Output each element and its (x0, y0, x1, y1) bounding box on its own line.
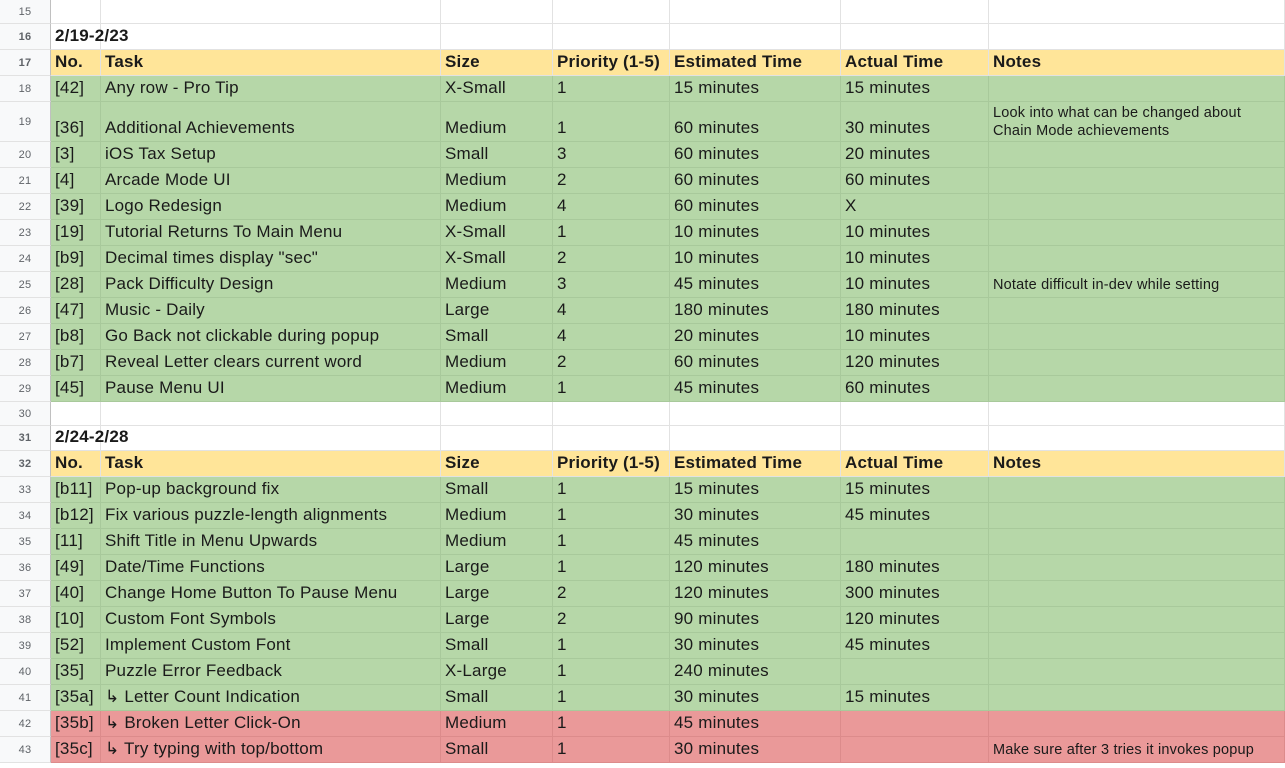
number-cell[interactable]: [40] (51, 581, 101, 607)
number-cell[interactable]: [b7] (51, 350, 101, 376)
sheet-row-34 (0, 503, 1285, 529)
header-estimated-time[interactable]: Estimated Time (670, 50, 841, 76)
actual-time-cell[interactable]: 15 minutes (841, 685, 989, 711)
size-cell[interactable]: Large (441, 555, 553, 581)
estimated-time-cell[interactable]: 180 minutes (670, 298, 841, 324)
empty-cell[interactable] (989, 24, 1285, 50)
size-cell[interactable]: X-Small (441, 246, 553, 272)
notes-cell[interactable] (989, 376, 1285, 402)
estimated-time-cell[interactable]: 240 minutes (670, 659, 841, 685)
sheet-row-40 (0, 659, 1285, 685)
priority-cell[interactable]: 3 (553, 142, 670, 168)
row-number[interactable]: 29 (0, 376, 51, 402)
estimated-time-cell[interactable]: 15 minutes (670, 76, 841, 102)
number-cell[interactable]: [52] (51, 633, 101, 659)
header-actual-time[interactable]: Actual Time (841, 451, 989, 477)
sheet-row-22 (0, 194, 1285, 220)
sheet-row-39 (0, 633, 1285, 659)
priority-cell[interactable]: 1 (553, 376, 670, 402)
empty-cell[interactable] (553, 24, 670, 50)
task-cell[interactable]: iOS Tax Setup (101, 142, 441, 168)
row-number[interactable]: 15 (0, 0, 51, 24)
empty-cell[interactable] (101, 0, 441, 24)
row-number[interactable]: 16 (0, 24, 51, 50)
estimated-time-cell[interactable]: 45 minutes (670, 272, 841, 298)
row-number[interactable]: 40 (0, 659, 51, 685)
header-size[interactable]: Size (441, 50, 553, 76)
size-cell[interactable]: Medium (441, 503, 553, 529)
notes-cell[interactable] (989, 581, 1285, 607)
size-cell[interactable]: Medium (441, 102, 553, 142)
row-number[interactable]: 36 (0, 555, 51, 581)
estimated-time-cell[interactable]: 45 minutes (670, 711, 841, 737)
sheet-row-21 (0, 168, 1285, 194)
row-number[interactable]: 17 (0, 50, 51, 76)
task-cell[interactable]: Music - Daily (101, 298, 441, 324)
notes-cell[interactable] (989, 246, 1285, 272)
actual-time-cell[interactable]: 60 minutes (841, 376, 989, 402)
notes-cell[interactable] (989, 324, 1285, 350)
empty-cell[interactable] (441, 402, 553, 426)
actual-time-cell[interactable]: X (841, 194, 989, 220)
notes-cell[interactable] (989, 555, 1285, 581)
size-cell[interactable]: Large (441, 581, 553, 607)
row-number[interactable]: 38 (0, 607, 51, 633)
number-cell[interactable]: [10] (51, 607, 101, 633)
task-cell[interactable]: ↳ Letter Count Indication (101, 685, 441, 711)
priority-cell[interactable]: 1 (553, 659, 670, 685)
task-cell[interactable]: Puzzle Error Feedback (101, 659, 441, 685)
row-number[interactable]: 33 (0, 477, 51, 503)
estimated-time-cell[interactable]: 120 minutes (670, 581, 841, 607)
empty-cell[interactable] (553, 426, 670, 451)
number-cell[interactable]: [35] (51, 659, 101, 685)
sheet-row-26 (0, 298, 1285, 324)
actual-time-cell[interactable]: 60 minutes (841, 168, 989, 194)
priority-cell[interactable]: 1 (553, 685, 670, 711)
header-task[interactable]: Task (101, 451, 441, 477)
estimated-time-cell[interactable]: 20 minutes (670, 324, 841, 350)
actual-time-cell[interactable]: 10 minutes (841, 220, 989, 246)
sheet-row-41 (0, 685, 1285, 711)
number-cell[interactable]: [35b] (51, 711, 101, 737)
estimated-time-cell[interactable]: 60 minutes (670, 194, 841, 220)
number-cell[interactable]: [28] (51, 272, 101, 298)
empty-cell[interactable] (441, 426, 553, 451)
header-actual-time[interactable]: Actual Time (841, 50, 989, 76)
sheet-row-38 (0, 607, 1285, 633)
actual-time-cell[interactable] (841, 529, 989, 555)
sheet-row-20 (0, 142, 1285, 168)
notes-cell[interactable]: Notate difficult in-dev while setting (989, 272, 1285, 298)
row-number[interactable]: 28 (0, 350, 51, 376)
priority-cell[interactable]: 1 (553, 477, 670, 503)
header-priority[interactable]: Priority (1-5) (553, 50, 670, 76)
number-cell[interactable]: [4] (51, 168, 101, 194)
sheet-row-42 (0, 711, 1285, 737)
estimated-time-cell[interactable]: 45 minutes (670, 376, 841, 402)
empty-cell[interactable] (101, 426, 441, 451)
task-cell[interactable]: Shift Title in Menu Upwards (101, 529, 441, 555)
sheet-row-15 (0, 0, 1285, 24)
row-number[interactable]: 18 (0, 76, 51, 102)
task-cell[interactable]: Date/Time Functions (101, 555, 441, 581)
notes-cell[interactable] (989, 298, 1285, 324)
task-cell[interactable]: Reveal Letter clears current word (101, 350, 441, 376)
actual-time-cell[interactable]: 180 minutes (841, 555, 989, 581)
empty-cell[interactable] (841, 402, 989, 426)
size-cell[interactable]: Medium (441, 529, 553, 555)
priority-cell[interactable]: 1 (553, 503, 670, 529)
size-cell[interactable]: Medium (441, 272, 553, 298)
size-cell[interactable]: X-Small (441, 76, 553, 102)
sheet-row-33 (0, 477, 1285, 503)
size-cell[interactable]: Small (441, 737, 553, 763)
empty-cell[interactable] (441, 0, 553, 24)
row-number[interactable]: 39 (0, 633, 51, 659)
number-cell[interactable]: [b11] (51, 477, 101, 503)
priority-cell[interactable]: 3 (553, 272, 670, 298)
notes-cell[interactable] (989, 659, 1285, 685)
empty-cell[interactable] (841, 0, 989, 24)
row-number[interactable]: 23 (0, 220, 51, 246)
header-task[interactable]: Task (101, 50, 441, 76)
estimated-time-cell[interactable]: 120 minutes (670, 555, 841, 581)
size-cell[interactable]: X-Small (441, 220, 553, 246)
actual-time-cell[interactable]: 45 minutes (841, 633, 989, 659)
empty-cell[interactable] (841, 24, 989, 50)
priority-cell[interactable]: 2 (553, 350, 670, 376)
task-cell[interactable]: Tutorial Returns To Main Menu (101, 220, 441, 246)
sheet-row-28 (0, 350, 1285, 376)
task-cell[interactable]: Change Home Button To Pause Menu (101, 581, 441, 607)
size-cell[interactable]: Medium (441, 194, 553, 220)
actual-time-cell[interactable]: 15 minutes (841, 76, 989, 102)
notes-cell[interactable] (989, 477, 1285, 503)
empty-cell[interactable] (553, 402, 670, 426)
estimated-time-cell[interactable]: 45 minutes (670, 529, 841, 555)
empty-cell[interactable] (989, 426, 1285, 451)
priority-cell[interactable]: 1 (553, 102, 670, 142)
row-number[interactable]: 22 (0, 194, 51, 220)
task-cell[interactable]: Pack Difficulty Design (101, 272, 441, 298)
notes-cell[interactable]: Make sure after 3 tries it invokes popup (989, 737, 1285, 763)
empty-cell[interactable] (841, 426, 989, 451)
row-number[interactable]: 30 (0, 402, 51, 426)
priority-cell[interactable]: 2 (553, 607, 670, 633)
row-number[interactable]: 24 (0, 246, 51, 272)
estimated-time-cell[interactable]: 60 minutes (670, 102, 841, 142)
notes-cell[interactable] (989, 76, 1285, 102)
sheet-row-18 (0, 76, 1285, 102)
number-cell[interactable]: [49] (51, 555, 101, 581)
header-priority[interactable]: Priority (1-5) (553, 451, 670, 477)
number-cell[interactable]: [19] (51, 220, 101, 246)
actual-time-cell[interactable]: 120 minutes (841, 350, 989, 376)
actual-time-cell[interactable]: 120 minutes (841, 607, 989, 633)
size-cell[interactable]: Small (441, 142, 553, 168)
task-cell[interactable]: Arcade Mode UI (101, 168, 441, 194)
row-number[interactable]: 27 (0, 324, 51, 350)
task-cell[interactable]: Implement Custom Font (101, 633, 441, 659)
number-cell[interactable]: [3] (51, 142, 101, 168)
row-number[interactable]: 25 (0, 272, 51, 298)
number-cell[interactable]: [42] (51, 76, 101, 102)
priority-cell[interactable]: 2 (553, 246, 670, 272)
header-size[interactable]: Size (441, 451, 553, 477)
empty-cell[interactable] (51, 402, 101, 426)
estimated-time-cell[interactable]: 30 minutes (670, 685, 841, 711)
number-cell[interactable]: [b8] (51, 324, 101, 350)
week-title[interactable]: 2/19-2/23 (51, 24, 101, 50)
row-number[interactable]: 21 (0, 168, 51, 194)
size-cell[interactable]: Medium (441, 350, 553, 376)
priority-cell[interactable]: 1 (553, 529, 670, 555)
week-title[interactable]: 2/24-2/28 (51, 426, 101, 451)
estimated-time-cell[interactable]: 15 minutes (670, 477, 841, 503)
row-number[interactable]: 35 (0, 529, 51, 555)
task-cell[interactable]: Pause Menu UI (101, 376, 441, 402)
size-cell[interactable]: Small (441, 685, 553, 711)
notes-cell[interactable] (989, 529, 1285, 555)
notes-cell[interactable] (989, 168, 1285, 194)
priority-cell[interactable]: 1 (553, 633, 670, 659)
actual-time-cell[interactable]: 10 minutes (841, 246, 989, 272)
sheet-row-37 (0, 581, 1285, 607)
notes-cell[interactable] (989, 194, 1285, 220)
empty-cell[interactable] (670, 0, 841, 24)
number-cell[interactable]: [47] (51, 298, 101, 324)
number-cell[interactable]: [11] (51, 529, 101, 555)
actual-time-cell[interactable]: 20 minutes (841, 142, 989, 168)
notes-cell[interactable] (989, 711, 1285, 737)
actual-time-cell[interactable] (841, 711, 989, 737)
size-cell[interactable]: Large (441, 607, 553, 633)
priority-cell[interactable]: 1 (553, 555, 670, 581)
sheet-row-16 (0, 24, 1285, 50)
estimated-time-cell[interactable]: 30 minutes (670, 737, 841, 763)
number-cell[interactable]: [b9] (51, 246, 101, 272)
empty-cell[interactable] (101, 24, 441, 50)
notes-cell[interactable] (989, 142, 1285, 168)
empty-cell[interactable] (51, 0, 101, 24)
header-no[interactable]: No. (51, 50, 101, 76)
priority-cell[interactable]: 2 (553, 168, 670, 194)
empty-cell[interactable] (670, 402, 841, 426)
empty-cell[interactable] (989, 402, 1285, 426)
row-number[interactable]: 34 (0, 503, 51, 529)
sheet-row-23 (0, 220, 1285, 246)
priority-cell[interactable]: 4 (553, 194, 670, 220)
row-number[interactable]: 26 (0, 298, 51, 324)
empty-cell[interactable] (670, 426, 841, 451)
empty-cell[interactable] (101, 402, 441, 426)
row-number[interactable]: 37 (0, 581, 51, 607)
size-cell[interactable]: Medium (441, 168, 553, 194)
task-cell[interactable]: Any row - Pro Tip (101, 76, 441, 102)
estimated-time-cell[interactable]: 10 minutes (670, 220, 841, 246)
estimated-time-cell[interactable]: 60 minutes (670, 168, 841, 194)
number-cell[interactable]: [35a] (51, 685, 101, 711)
actual-time-cell[interactable]: 45 minutes (841, 503, 989, 529)
notes-cell[interactable]: Look into what can be changed about Chain Mode achievements (989, 102, 1285, 142)
task-cell[interactable]: ↳ Try typing with top/bottom (101, 737, 441, 763)
estimated-time-cell[interactable]: 60 minutes (670, 350, 841, 376)
size-cell[interactable]: X-Large (441, 659, 553, 685)
priority-cell[interactable]: 1 (553, 737, 670, 763)
task-cell[interactable]: Custom Font Symbols (101, 607, 441, 633)
task-cell[interactable]: Additional Achievements (101, 102, 441, 142)
estimated-time-cell[interactable]: 10 minutes (670, 246, 841, 272)
size-cell[interactable]: Small (441, 324, 553, 350)
sheet-row-17 (0, 50, 1285, 76)
priority-cell[interactable]: 1 (553, 220, 670, 246)
header-notes[interactable]: Notes (989, 50, 1285, 76)
sheet-row-31 (0, 426, 1285, 451)
sheet-row-43 (0, 737, 1285, 763)
sheet-row-27 (0, 324, 1285, 350)
priority-cell[interactable]: 2 (553, 581, 670, 607)
row-number[interactable]: 31 (0, 426, 51, 451)
actual-time-cell[interactable]: 30 minutes (841, 102, 989, 142)
empty-cell[interactable] (441, 24, 553, 50)
task-cell[interactable]: Pop-up background fix (101, 477, 441, 503)
actual-time-cell[interactable] (841, 659, 989, 685)
estimated-time-cell[interactable]: 30 minutes (670, 503, 841, 529)
task-cell[interactable]: Decimal times display "sec" (101, 246, 441, 272)
notes-cell[interactable] (989, 503, 1285, 529)
sheet-row-25 (0, 272, 1285, 298)
estimated-time-cell[interactable]: 90 minutes (670, 607, 841, 633)
actual-time-cell[interactable]: 180 minutes (841, 298, 989, 324)
actual-time-cell[interactable] (841, 737, 989, 763)
priority-cell[interactable]: 4 (553, 324, 670, 350)
task-cell[interactable]: Logo Redesign (101, 194, 441, 220)
sheet-row-36 (0, 555, 1285, 581)
empty-cell[interactable] (553, 0, 670, 24)
task-cell[interactable]: ↳ Broken Letter Click-On (101, 711, 441, 737)
sheet-row-30 (0, 402, 1285, 426)
empty-cell[interactable] (670, 24, 841, 50)
row-number[interactable]: 32 (0, 451, 51, 477)
notes-cell[interactable] (989, 633, 1285, 659)
row-number[interactable]: 19 (0, 102, 51, 142)
priority-cell[interactable]: 1 (553, 76, 670, 102)
notes-cell[interactable] (989, 350, 1285, 376)
actual-time-cell[interactable]: 300 minutes (841, 581, 989, 607)
header-notes[interactable]: Notes (989, 451, 1285, 477)
sheet-row-19 (0, 102, 1285, 142)
notes-cell[interactable] (989, 607, 1285, 633)
priority-cell[interactable]: 1 (553, 711, 670, 737)
priority-cell[interactable]: 4 (553, 298, 670, 324)
row-number[interactable]: 20 (0, 142, 51, 168)
row-number[interactable]: 43 (0, 737, 51, 763)
size-cell[interactable]: Large (441, 298, 553, 324)
task-cell[interactable]: Fix various puzzle-length alignments (101, 503, 441, 529)
number-cell[interactable]: [36] (51, 102, 101, 142)
sheet-row-24 (0, 246, 1285, 272)
size-cell[interactable]: Small (441, 477, 553, 503)
estimated-time-cell[interactable]: 30 minutes (670, 633, 841, 659)
actual-time-cell[interactable]: 15 minutes (841, 477, 989, 503)
size-cell[interactable]: Medium (441, 711, 553, 737)
actual-time-cell[interactable]: 10 minutes (841, 272, 989, 298)
number-cell[interactable]: [39] (51, 194, 101, 220)
sheet-row-32 (0, 451, 1285, 477)
notes-cell[interactable] (989, 220, 1285, 246)
empty-cell[interactable] (989, 0, 1285, 24)
number-cell[interactable]: [b12] (51, 503, 101, 529)
size-cell[interactable]: Small (441, 633, 553, 659)
actual-time-cell[interactable]: 10 minutes (841, 324, 989, 350)
row-number[interactable]: 42 (0, 711, 51, 737)
sheet-row-35 (0, 529, 1285, 555)
number-cell[interactable]: [45] (51, 376, 101, 402)
estimated-time-cell[interactable]: 60 minutes (670, 142, 841, 168)
number-cell[interactable]: [35c] (51, 737, 101, 763)
size-cell[interactable]: Medium (441, 376, 553, 402)
task-cell[interactable]: Go Back not clickable during popup (101, 324, 441, 350)
sheet-row-29 (0, 376, 1285, 402)
notes-cell[interactable] (989, 685, 1285, 711)
header-estimated-time[interactable]: Estimated Time (670, 451, 841, 477)
row-number[interactable]: 41 (0, 685, 51, 711)
header-no[interactable]: No. (51, 451, 101, 477)
